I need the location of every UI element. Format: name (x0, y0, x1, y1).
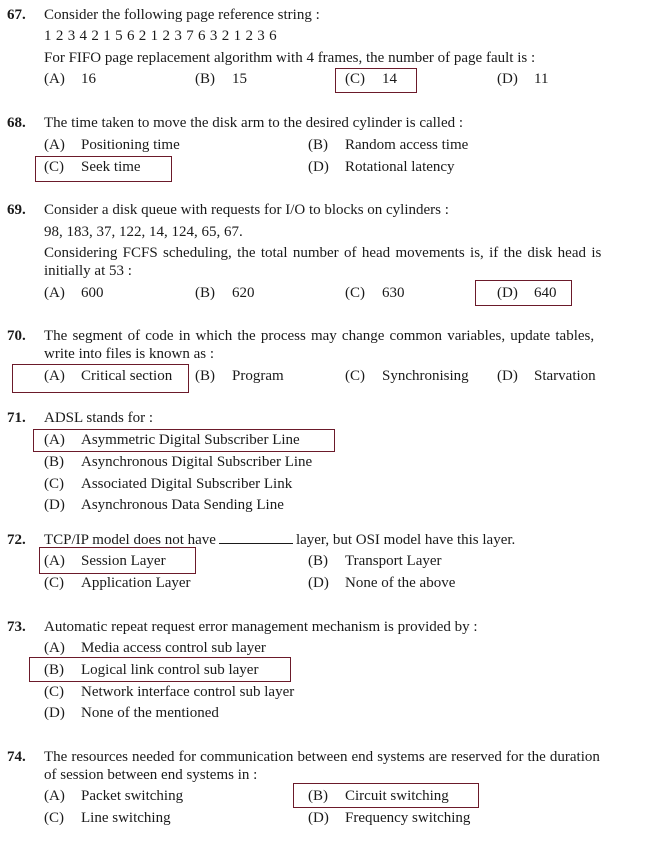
option-text: Logical link control sub layer (81, 662, 259, 678)
option-text: Associated Digital Subscriber Link (81, 476, 293, 492)
option-b[interactable] (44, 452, 312, 472)
option-text: Program (232, 368, 284, 384)
option-label: (D) (308, 575, 329, 591)
answer-highlight-box (293, 783, 479, 808)
option-text: Synchronising (382, 368, 469, 384)
option-text: Line switching (81, 810, 171, 826)
option-b[interactable] (195, 366, 284, 386)
option-text: 15 (232, 71, 247, 87)
question-text: of session between end systems in : (44, 767, 258, 783)
option-label: (D) (308, 159, 329, 175)
option-label: (D) (44, 497, 65, 513)
option-text: Asynchronous Digital Subscriber Line (81, 454, 313, 470)
option-label: (D) (497, 368, 518, 384)
question-number: 73. (7, 619, 26, 635)
option-text: Media access control sub layer (81, 640, 266, 656)
option-a[interactable] (44, 283, 104, 303)
option-label: (B) (308, 788, 328, 804)
option-label: (A) (44, 432, 65, 448)
answer-highlight-box (29, 657, 291, 682)
option-c[interactable] (44, 682, 294, 702)
option-c[interactable] (345, 283, 405, 303)
option-label: (D) (308, 810, 329, 826)
option-label: (A) (44, 368, 65, 384)
option-d[interactable] (308, 157, 455, 177)
question-number: 69. (7, 202, 26, 218)
option-c[interactable] (44, 474, 292, 494)
option-d[interactable] (44, 703, 219, 723)
option-text: Asymmetric Digital Subscriber Line (81, 432, 300, 448)
option-a[interactable] (44, 135, 180, 155)
answer-highlight-box (33, 429, 335, 452)
option-label: (B) (44, 454, 64, 470)
option-text: Random access time (345, 137, 469, 153)
answer-highlight-box (335, 68, 417, 93)
option-label: (C) (44, 810, 64, 826)
option-label: (C) (44, 575, 64, 591)
question-text-part: TCP/IP model does not have (44, 532, 216, 548)
option-d[interactable] (497, 69, 548, 89)
question-number: 70. (7, 328, 26, 344)
option-text: 11 (534, 71, 549, 87)
question-text: Considering FCFS scheduling, the total number of head movements is, if the disk head is (44, 245, 602, 261)
question-number: 71. (7, 410, 26, 426)
option-label: (C) (345, 71, 365, 87)
option-label: (D) (497, 71, 518, 87)
option-text: Circuit switching (345, 788, 449, 804)
option-c[interactable] (44, 573, 191, 593)
option-text: Frequency switching (345, 810, 471, 826)
option-d[interactable] (308, 808, 470, 828)
option-text: Asynchronous Data Sending Line (81, 497, 284, 513)
option-text: Seek time (81, 159, 141, 175)
option-text: Application Layer (81, 575, 191, 591)
option-text: None of the above (345, 575, 456, 591)
option-b[interactable] (308, 135, 468, 155)
option-label: (B) (308, 553, 328, 569)
option-text: Positioning time (81, 137, 180, 153)
question-text-part: layer, but OSI model have this layer. (295, 532, 516, 548)
option-text: Starvation (534, 368, 596, 384)
option-label: (A) (44, 553, 65, 569)
option-text: 16 (81, 71, 96, 87)
option-c[interactable] (44, 808, 171, 828)
option-text: 600 (81, 285, 104, 301)
option-label: (C) (44, 159, 64, 175)
question-number: 72. (7, 532, 26, 548)
question-text: Automatic repeat request error management mechanism is provided by : (44, 619, 478, 635)
question-text: Consider a disk queue with requests for I/O to blocks on cylinders : (44, 202, 449, 218)
option-label: (B) (44, 662, 64, 678)
option-text: Critical section (81, 368, 173, 384)
answer-highlight-box (39, 547, 196, 574)
reference-string: 1 2 3 4 2 1 5 6 2 1 2 3 7 6 3 2 1 2 3 6 (44, 28, 277, 44)
question-text: write into files is known as : (44, 346, 214, 362)
option-c[interactable] (345, 366, 469, 386)
question-text: The resources needed for communication between end systems are reserved for the duration (44, 749, 600, 765)
option-text: Rotational latency (345, 159, 455, 175)
option-b[interactable] (195, 283, 255, 303)
option-b[interactable] (308, 551, 442, 571)
option-b[interactable] (195, 69, 247, 89)
option-text: Session Layer (81, 553, 166, 569)
option-a[interactable] (44, 69, 96, 89)
option-label: (B) (195, 285, 215, 301)
question-text: initially at 53 : (44, 263, 132, 279)
option-d[interactable] (44, 495, 284, 515)
option-text: Network interface control sub layer (81, 684, 295, 700)
option-text: 630 (382, 285, 405, 301)
option-label: (B) (195, 71, 215, 87)
option-text: Transport Layer (345, 553, 442, 569)
option-label: (C) (345, 285, 365, 301)
option-label: (C) (44, 684, 64, 700)
question-number: 68. (7, 115, 26, 131)
question-text: The time taken to move the disk arm to the desired cylinder is called : (44, 115, 464, 131)
option-text: 14 (382, 71, 397, 87)
answer-highlight-box (12, 364, 189, 393)
answer-highlight-box (35, 156, 172, 182)
option-d[interactable] (308, 573, 455, 593)
option-text: Packet switching (81, 788, 184, 804)
option-a[interactable] (44, 786, 183, 806)
option-label: (D) (497, 285, 518, 301)
fill-in-blank (219, 531, 293, 544)
option-label: (A) (44, 285, 65, 301)
question-number: 67. (7, 7, 26, 23)
option-label: (D) (44, 705, 65, 721)
option-label: (C) (345, 368, 365, 384)
option-label: (C) (44, 476, 64, 492)
question-text: The segment of code in which the process may change common variables, update tables, (44, 328, 595, 344)
answer-highlight-box (475, 280, 572, 306)
option-a[interactable] (44, 638, 266, 658)
option-label: (A) (44, 640, 65, 656)
option-label: (A) (44, 137, 65, 153)
option-label: (A) (44, 788, 65, 804)
option-text: 640 (534, 285, 557, 301)
question-text: Consider the following page reference string : (44, 7, 320, 23)
question-number: 74. (7, 749, 26, 765)
question-text: ADSL stands for : (44, 410, 154, 426)
option-text: None of the mentioned (81, 705, 219, 721)
question-text: For FIFO page replacement algorithm with 4 frames, the number of page fault is : (44, 50, 536, 66)
option-text: 620 (232, 285, 255, 301)
option-d[interactable] (497, 366, 596, 386)
option-label: (B) (195, 368, 215, 384)
option-label: (B) (308, 137, 328, 153)
cylinder-list: 98, 183, 37, 122, 14, 124, 65, 67. (44, 224, 243, 240)
option-label: (A) (44, 71, 65, 87)
